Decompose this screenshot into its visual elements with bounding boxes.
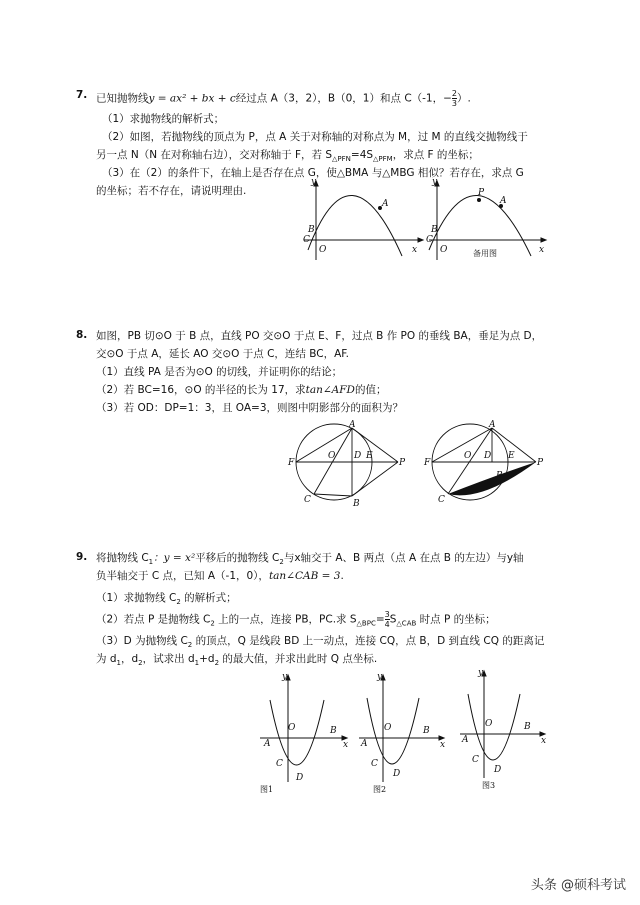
svg-text:D: D	[354, 451, 362, 461]
q7-figure-backup	[425, 178, 550, 263]
q7-part1: （1）求抛物线的解析式；	[102, 113, 225, 125]
point-p	[477, 198, 481, 202]
svg-text:F: F	[288, 458, 295, 468]
fig2-label: 图2	[373, 785, 387, 794]
svg-text:C: C	[371, 759, 378, 769]
svg-text:F: F	[424, 458, 431, 468]
svg-text:x: x	[343, 740, 349, 750]
svg-text:C: C	[426, 235, 433, 245]
svg-text:x: x	[541, 736, 547, 746]
q7-part2-line1: （2）如图，若抛物线的顶点为 P，点 A 关于对称轴的对称点为 M，过 M 的直线交抛物线于	[102, 131, 528, 143]
q7-part3-line1: （3）在（2）的条件下，在轴上是否存在点 G，使△BMA 与△MBG 相似？若存在，求点 G	[102, 167, 524, 179]
q9-part2: （2）若点 P 是抛物线 $C_2$ 上的一点，连接 PB，PC.求 $S_{\triangle BPC}=$ $\frac{3}{4}$ $S_{\triangle CAB}$ 时点 P 的坐标；	[96, 610, 496, 629]
svg-text:B: B	[524, 722, 531, 732]
svg-text:C: C	[438, 495, 445, 505]
svg-text:C: C	[303, 235, 310, 245]
svg-text:A: A	[382, 199, 389, 209]
svg-text:C: C	[472, 755, 479, 765]
shaded-region	[448, 462, 536, 495]
svg-text:D: D	[296, 773, 304, 783]
q8-stem-line1: 如图，PB 切⊙O 于 B 点，直线 PO 交⊙O 于点 E、F，过点 B 作 PO 的垂线 BA，垂足为点 D，	[96, 330, 543, 342]
svg-text:O: O	[328, 451, 336, 461]
q8-part2: （2）若 BC=16，⊙O 的半径的长为 17，求tan∠AFD的值；	[96, 384, 387, 396]
svg-text:B: B	[330, 726, 337, 736]
q8-number: 8.	[76, 329, 88, 341]
q7-number: 7.	[76, 89, 88, 101]
svg-text:P: P	[478, 188, 485, 198]
q9-stem-line2: 负半轴交于 C 点，已知 A（-1，0），tan∠CAB = 3.	[96, 570, 344, 582]
svg-text:D: D	[393, 769, 401, 779]
q7-stem: 已知抛物线y = ax² + bx + c经过点 A（3，2），B（0，1）和点 C（-1，− $\frac{2}{3}$ ）.	[96, 89, 471, 108]
q7-part2-line2: 另一点 N（N 在对称轴右边），交对称轴于 F，若 $S_{\triangle PFN}=4S_{\triangle PFM}$，求点 F 的坐标；	[96, 149, 479, 164]
q9-part1: （1）求抛物线 $C_2$ 的解析式；	[96, 592, 237, 607]
q9-part3-line2: 为 $d_1$，$d_2$，试求出 $d_1+d_2$ 的最大值，并求出此时 Q 点坐标.	[96, 653, 378, 668]
svg-text:O: O	[485, 719, 493, 729]
svg-text:A: A	[462, 735, 469, 745]
svg-text:x: x	[539, 245, 545, 255]
q9-part3-line1: （3）D 为抛物线 $C_2$ 的顶点，Q 是线段 BD 上一动点，连接 CQ，点 B，D 到直线 CQ 的距离记	[96, 635, 545, 650]
svg-text:A: A	[489, 420, 496, 430]
svg-text:B: B	[308, 225, 315, 235]
svg-text:y: y	[478, 668, 484, 678]
q9-figure-3	[456, 666, 551, 791]
svg-text:y: y	[377, 672, 383, 682]
q8-figure-2	[422, 418, 547, 508]
svg-text:D: D	[494, 765, 502, 775]
svg-text:P: P	[537, 458, 544, 468]
svg-text:A: A	[264, 739, 271, 749]
svg-text:A: A	[349, 420, 356, 430]
q9-number: 9.	[76, 551, 88, 563]
q7-part3-line2: 的坐标；若不存在，请说明理由.	[96, 185, 247, 197]
svg-text:O: O	[288, 723, 296, 733]
svg-text:O: O	[440, 245, 448, 255]
svg-text:x: x	[412, 245, 418, 255]
svg-text:B: B	[423, 726, 430, 736]
svg-text:B: B	[431, 225, 438, 235]
svg-text:y: y	[432, 177, 438, 187]
q8-part3: （3）若 OD：DP=1：3，且 OA=3，则图中阴影部分的面积为？	[96, 402, 404, 414]
svg-text:x: x	[440, 740, 446, 750]
svg-text:B: B	[353, 499, 360, 509]
svg-text:y: y	[311, 177, 317, 187]
svg-text:A: A	[361, 739, 368, 749]
svg-text:D: D	[484, 451, 492, 461]
q7-figure-1	[300, 178, 425, 263]
fig3-label: 图3	[482, 781, 496, 790]
fig1-label: 图1	[260, 785, 274, 794]
q9-figure-2	[355, 670, 450, 795]
svg-text:C: C	[276, 759, 283, 769]
svg-text:y: y	[282, 672, 288, 682]
watermark: 头条 @硕科考试	[530, 878, 626, 893]
svg-text:O: O	[464, 451, 472, 461]
svg-text:E: E	[366, 451, 373, 461]
svg-text:P: P	[399, 458, 406, 468]
svg-text:A: A	[500, 196, 507, 206]
q9-stem-line1: 将抛物线 $C_1$：y = x²平移后的抛物线 $C_2$与x轴交于 A、B 两点（点 A 在点 B 的左边）与y轴	[96, 552, 524, 567]
svg-text:C: C	[304, 495, 311, 505]
svg-text:O: O	[384, 723, 392, 733]
svg-text:B: B	[496, 471, 503, 481]
q9-figure-1	[256, 670, 351, 795]
svg-text:E: E	[508, 451, 515, 461]
svg-text:O: O	[319, 245, 327, 255]
q8-figure-1	[286, 418, 406, 508]
q8-part1: （1）直线 PA 是否为⊙O 的切线，并证明你的结论；	[96, 366, 343, 378]
q8-stem-line2: 交⊙O 于点 A，延长 AO 交⊙O 于点 C，连结 BC，AF.	[96, 348, 349, 360]
backup-label: 备用图	[473, 249, 497, 258]
